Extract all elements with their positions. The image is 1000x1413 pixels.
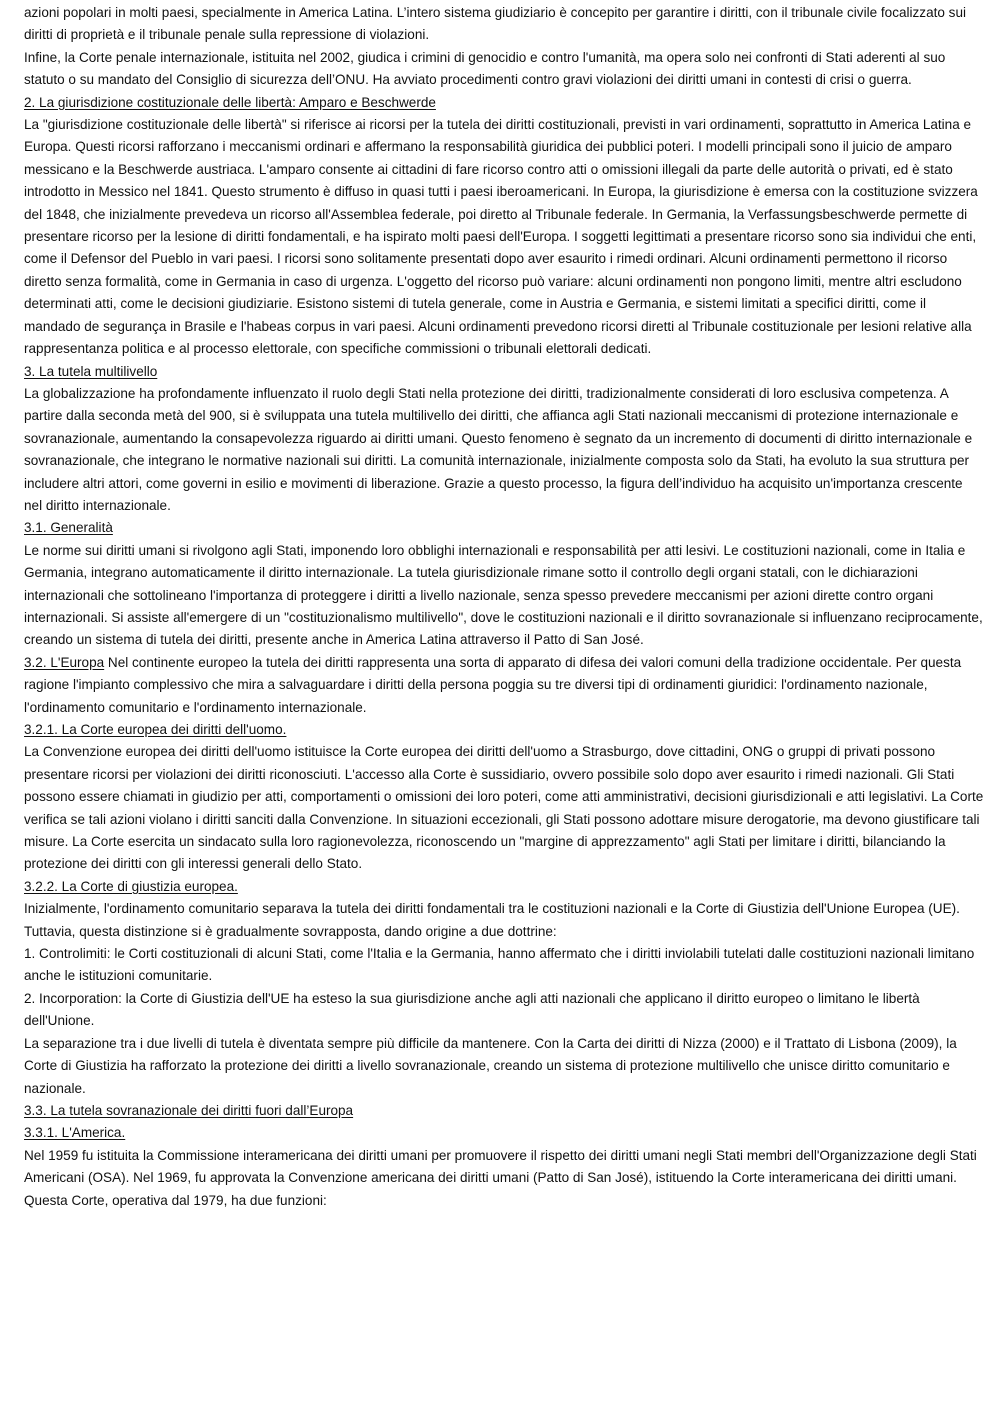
subsection-heading: 3.2.1. La Corte europea dei diritti dell'uomo. bbox=[24, 722, 287, 737]
document-page bbox=[24, 2, 984, 1212]
paragraph: La "giurisdizione costituzionale delle libertà" si riferisce ai ricorsi per la tutela dei diritti costituzionali, previsti in vari ordinamenti, soprattutto in America Latina e Europa. Questi ricorsi rafforzano i meccanismi ordinari e affermano la responsabilità giuridica dei pubblici poteri. I modelli principali sono il juicio de amparo messicano e la Beschwerde austriaca. L'amparo consente ai cittadini di fare ricorso contro atti o omissioni illegali da parte delle autorità o privati, ed è stato introdotto in Messico nel 1841. Questo strumento è diffuso in quasi tutti i paesi iberoamericani. In Europa, la giurisdizione è emersa con la costituzione svizzera del 1848, che inizialmente prevedeva un ricorso all'Assemblea federale, poi diretto al Tribunale federale. In Germania, la Verfassungsbeschwerde permette di presentare ricorso per la lesione di diritti fondamentali, e ha ispirato molti paesi dell'Europa. I soggetti legittimati a presentare ricorso sono sia individui che enti, come il Defensor del Pueblo in vari paesi. I ricorsi sono solitamente presentati dopo aver esaurito i rimedi ordinari. Alcuni ordinamenti permettono il ricorso diretto senza formalità, come in Germania in caso di urgenza. L'oggetto del ricorso può variare: alcuni ordinamenti non pongono limiti, mentre altri escludono determinati atti, come le decisioni giudiziarie. Esistono sistemi di tutela generale, come in Austria e Germania, e sistemi limitati a specifici diritti, come il mandado de segurança in Brasile e l'habeas corpus in vari paesi. Alcuni ordinamenti prevedono ricorsi diretti al Tribunale costituzionale per lesioni relative alla rappresentanza politica e al processo elettorale, con specifiche commissioni o tribunali elettorali dedicati. bbox=[24, 117, 978, 357]
paragraph: La separazione tra i due livelli di tutela è diventata sempre più difficile da mantenere. Con la Carta dei diritti di Nizza (2000) e il Trattato di Lisbona (2009), la Corte di Giustizia ha rafforzato la protezione dei diritti a livello sovranazionale, creando un sistema di protezione multilivello che unisce diritto comunitario e nazionale. bbox=[24, 1035, 957, 1096]
paragraph bbox=[24, 652, 984, 719]
paragraph: La Convenzione europea dei diritti dell'uomo istituisce la Corte europea dei diritti dell'uomo a Strasburgo, dove cittadini, ONG o gruppi di privati possono presentare ricorsi per violazioni dei diritti riconosciuti. L'accesso alla Corte è sussidiario, ovvero possibile solo dopo aver esaurito i rimedi nazionali. Gli Stati possono essere chiamati in giudizio per atti, comportamenti o omissioni dei loro poteri, come atti amministrativi, decisioni giurisdizionali e atti legislativi. La Corte verifica se tali azioni violano i diritti sanciti dalla Convenzione. In situazioni eccezionali, gli Stati possono adottare misure derogatorie, ma devono giustificare tali misure. La Corte esercita un sindacato sulla loro ragionevolezza, riconoscendo un "margine di apprezzamento" agli Stati per limitare i diritti, bilanciando la protezione dei diritti con gli interessi generali dello Stato. bbox=[24, 744, 984, 872]
paragraph: Infine, la Corte penale internazionale, istituita nel 2002, giudica i crimini di genocidio e contro l'umanità, ma opera solo nei confronti di Stati aderenti al suo statuto o su mandato del Consiglio di sicurezza dell’ONU. Ha avviato procedimenti contro gravi violazioni dei diritti umani in contesti di crisi o guerra. bbox=[24, 49, 946, 88]
subsection-heading: 3.1. Generalità bbox=[24, 520, 113, 536]
subsection-heading: 3.3.1. L'America. bbox=[24, 1125, 126, 1141]
section-heading: 3. La tutela multilivello bbox=[24, 363, 158, 379]
paragraph: La globalizzazione ha profondamente influenzato il ruolo degli Stati nella protezione dei diritti, tradizionalmente considerati di loro esclusiva competenza. A partire dalla seconda metà del 900, si è sviluppata una tutela multilivello dei diritti, che affianca agli Stati nazionali meccanismi di protezione internazionale e sovranazionale, aumentando la consapevolezza riguardo ai diritti umani. Questo fenomeno è segnato da un incremento di documenti di diritto internazionale e sovranazionale, che integrano le normative nazionali sui diritti. La comunità internazionale, inizialmente composta solo da Stati, ha evoluto la sua struttura per includere altri attori, come governi in esilio e movimenti di liberazione. Grazie a questo processo, la figura dell’individuo ha acquisito un'importanza crescente nel diritto internazionale. bbox=[24, 385, 973, 513]
paragraph: Nel 1959 fu istituita la Commissione interamericana dei diritti umani per promuovere il rispetto dei diritti umani negli Stati membri dell'Organizzazione degli Stati Americani (OSA). Nel 1969, fu approvata la Convenzione americana dei diritti umani (Patto di San José), istituendo la Corte interamericana dei diritti umani. Questa Corte, operativa dal 1979, ha due funzioni: bbox=[24, 1147, 977, 1208]
subsection-heading: 3.3. La tutela sovranazionale dei diritti fuori dall’Europa bbox=[24, 1102, 354, 1118]
paragraph-text: Nel continente europeo la tutela dei diritti rappresenta una sorta di apparato di difesa dei valori comuni della tradizione occidentale. Per questa ragione l'impianto complessivo che mira a salvaguardare i diritti della persona poggia su tre diversi tipi di ordinamenti giuridici: l'ordinamento nazionale, l'ordinamento comunitario e l'ordinamento internazionale. bbox=[24, 654, 962, 715]
subsection-heading: 3.2. L'Europa bbox=[24, 654, 105, 670]
list-item: 2. Incorporation: la Corte di Giustizia dell'UE ha esteso la sua giurisdizione anche agli atti nazionali che applicano il diritto europeo o limitano le libertà dell'Unione. bbox=[24, 990, 920, 1029]
paragraph: azioni popolari in molti paesi, specialmente in America Latina. L’intero sistema giudiziario è concepito per garantire i diritti, con il tribunale civile focalizzato sui diritti di proprietà e il tribunale penale sulla repressione di violazioni. bbox=[24, 5, 966, 43]
subsection-heading: 3.2.2. La Corte di giustizia europea. bbox=[24, 878, 238, 894]
list-item: 1. Controlimiti: le Corti costituzionali di alcuni Stati, come l'Italia e la Germania, hanno affermato che i diritti inviolabili tutelati dalle costituzioni nazionali limitano anche le istituzioni comunitarie. bbox=[24, 946, 975, 984]
paragraph: Le norme sui diritti umani si rivolgono agli Stati, imponendo loro obblighi internazionali e responsabilità per atti lesivi. Le costituzioni nazionali, come in Italia e Germania, integrano automaticamente il diritto internazionale. La tutela giurisdizionale rimane sotto il controllo degli organi statali, con le dichiarazioni internazionali che sottolineano l'importanza di proteggere i diritti a livello nazionale, senza spesso prevedere meccanismi per azioni dirette contro organi internazionali. Si assiste all'emergere di un "costituzionalismo multilivello", dove le costituzioni nazionali e il diritto sovranazionale si influenzano reciprocamente, creando un sistema di tutela dei diritti, presente anche in America Latina attraverso il Patto di San José. bbox=[24, 542, 983, 648]
section-heading: 2. La giurisdizione costituzionale delle libertà: Amparo e Beschwerde bbox=[24, 94, 436, 110]
paragraph: Inizialmente, l'ordinamento comunitario separava la tutela dei diritti fondamentali tra le costituzioni nazionali e la Corte di Giustizia dell'Unione Europea (UE). Tuttavia, questa distinzione si è gradualmente sovrapposta, dando origine a due dottrine: bbox=[24, 901, 960, 939]
